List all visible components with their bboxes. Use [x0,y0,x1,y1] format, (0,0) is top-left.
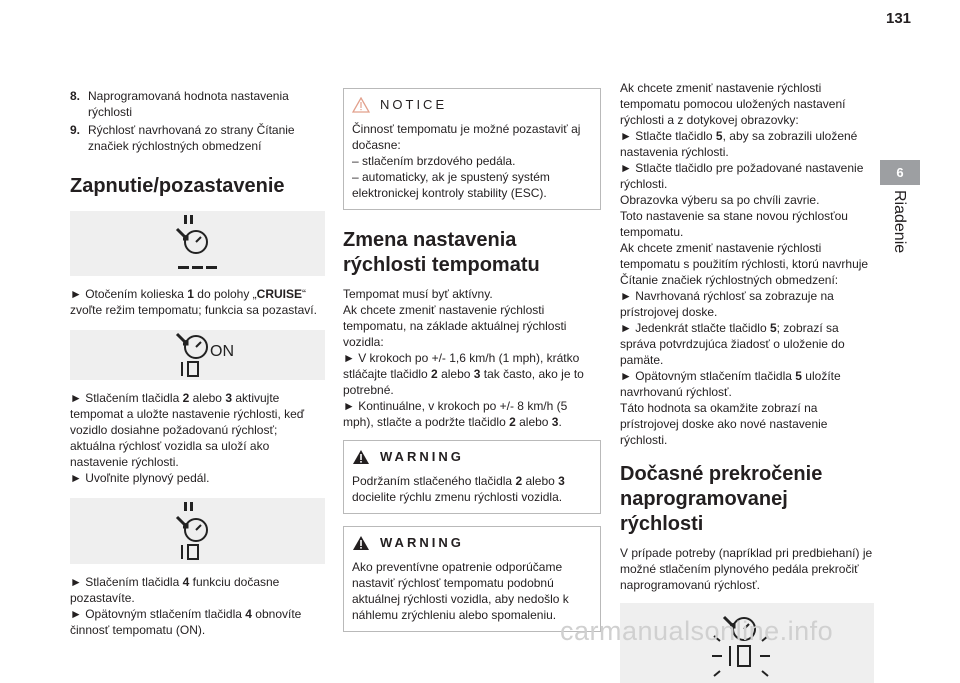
notice-triangle-icon [352,97,370,113]
list-item: 8. Naprogramovaná hodnota nastavenia rýchlosti [70,89,289,119]
cruise-pause-icon [70,211,325,276]
notice-text: Činnosť tempomatu je možné pozastaviť aj dočasne: [352,122,581,152]
cruise-on-icon [70,330,325,380]
column-1 [70,88,325,638]
warning-header: WARNING [352,535,594,551]
paragraph: ► Jedenkrát stlačte tlačidlo 5; zobrazí sa správa potvrdzujúca žiadosť o uloženie do pamäte. [620,321,845,367]
page-number: 131 [886,10,912,27]
watermark: carmanualsonline.info [560,616,834,646]
column-2 [343,88,601,632]
svg-text:ON: ON [210,343,234,360]
warning-box-1 [343,440,601,514]
chapter-tab-number[interactable]: 6 [880,160,920,185]
paragraph: ► Navrhovaná rýchlosť sa zobrazuje na prístrojovej doske. [620,289,834,319]
paragraph: Obrazovka výberu sa po chvíli zavrie. [620,193,820,207]
cruise-illustration-3 [70,498,325,564]
paragraph: Toto nastavenie sa stane novou rýchlosťou tempomatu. [620,209,848,239]
paragraph: ► Opätovným stlačením tlačidla 4 obnovíte činnosť tempomatu (ON). [70,607,302,637]
cruise-illustration-1 [70,211,325,276]
paragraph: ► Stlačte tlačidlo pre požadované nastavenie rýchlosti. [620,161,864,191]
paragraph: ► Uvoľnite plynový pedál. [70,471,210,485]
warning-text: Podržaním stlačeného tlačidla 2 alebo 3 docielite rýchlu zmenu rýchlosti vozidla. [352,474,565,504]
paragraph: ► Opätovným stlačením tlačidla 5 uložíte navrhovanú rýchlosť. [620,369,841,399]
warning-text: Ako preventívne opatrenie odporúčame nastaviť rýchlosť tempomatu podobnú aktuálnej rýchlosti vozidla, aby nedošlo k náhlemu zrýchleniu alebo spomaleniu. [352,560,569,622]
section-heading: Zmena nastavenia rýchlosti tempomatu [343,229,540,276]
notice-box [343,88,601,210]
notice-item: – automaticky, ak je spustený systém elektronickej kontroly stability (ESC). [352,170,550,200]
column-3 [620,80,874,683]
paragraph: ► Otočením kolieska 1 do polohy „CRUISE“ zvoľte režim tempomatu; funkcia sa pozastaví. [70,287,317,317]
section-heading: Zapnutie/pozastavenie [70,175,285,197]
paragraph: ► Stlačte tlačidlo 5, aby sa zobrazili uložené nastavenia rýchlosti. [620,129,858,159]
warning-triangle-icon [352,535,370,551]
paragraph: ► Kontinuálne, v krokoch po +/- 8 km/h (5 mph), stlačte a podržte tlačidlo 2 alebo 3. [343,399,568,429]
paragraph: Tempomat musí byť aktívny. [343,287,493,301]
chapter-tab-title: Riadenie [891,190,908,254]
paragraph: V prípade potreby (napríklad pri predbiehaní) je možné stlačením plynového pedála prekročiť naprogramovanú rýchlosť. [620,546,873,592]
paragraph: Ak chcete zmeniť nastavenie rýchlosti tempomatu pomocou uložených nastavení rýchlosti a z dotykovej obrazovky: [620,81,846,127]
warning-triangle-icon [352,449,370,465]
list-item: 9. Rýchlosť navrhovaná zo strany Čítanie značiek rýchlostných obmedzení [70,123,295,153]
warning-header: WARNING [352,449,594,465]
notice-header: NOTICE [352,97,594,113]
paragraph: Ak chcete zmeniť nastavenie rýchlosti tempomatu s použitím rýchlosti, ktorú navrhuje Čítanie značiek rýchlostných obmedzení: [620,241,869,287]
cruise-illustration-2 [70,330,325,380]
notice-item: – stlačením brzdového pedála. [352,154,516,168]
paragraph: ► V krokoch po +/- 1,6 km/h (1 mph), krátko stláčajte tlačidlo 2 alebo 3 tak často, ako je to potrebné. [343,351,584,397]
paragraph: ► Stlačením tlačidla 4 funkciu dočasne pozastavíte. [70,575,280,605]
paragraph: Táto hodnota sa okamžite zobrazí na prístrojovej doske ako nové nastavenie rýchlosti. [620,401,828,447]
paragraph: Ak chcete zmeniť nastavenie rýchlosti tempomatu, na základe aktuálnej rýchlosti vozidla: [343,303,567,349]
cruise-suspend-icon [70,498,325,564]
paragraph: ► Stlačením tlačidla 2 alebo 3 aktivujte tempomat a uložte nastavenie rýchlosti, keď vozidlo dosiahne požadovanú rýchlosť; aktuálna rýchlosť vozidla sa uloží ako nastavenie rýchlosti. [70,391,305,469]
section-heading: Dočasné prekročenie naprogramovanej rýchlosti [620,463,823,535]
